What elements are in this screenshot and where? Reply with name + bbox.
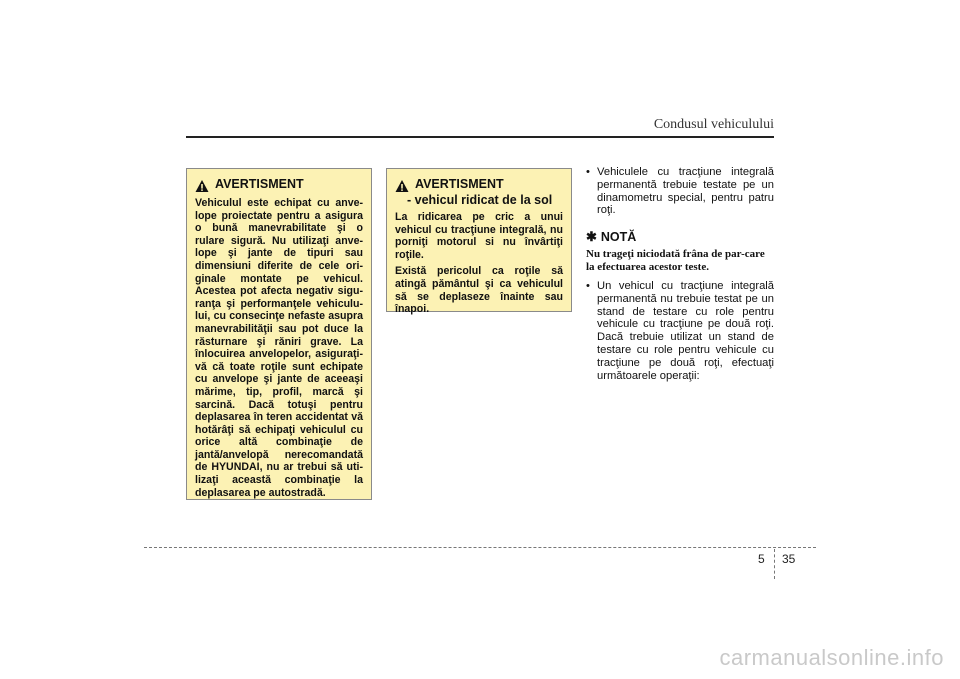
warning-header bbox=[195, 178, 363, 193]
warning-text-1: La ridicarea pe cric a unui vehicul cu tracţiune integrală, nu porniţi motorul si nu învârtiţi roţile. bbox=[395, 211, 563, 261]
warning-text: Vehiculul este echipat cu anve-lope proiectate pentru a asigura o bună manevrabilitate şi o rulare sigură. Nu utilizaţi anve-lope şi jante de tipuri sau dimensiuni diferite de cele ori-ginale montate pe vehicul. Acestea pot afecta negativ sigu-ranţa şi performanţele vehiculu-lui, cu consecinţe nefaste asupra manevrabilităţii sau pot duce la răsturnare şi răniri grave. La înlocuirea anvelopelor, asiguraţi-vă că toate roţile sunt echipate cu anvelope şi jante de aceeaşi mărime, tip, profil, marcă şi sarcină. Dacă totuşi pentru deplasarea în teren accidentat vă hotărâţi să echipaţi vehiculul cu orice altă combinaţie de jantă/anvelopă nerecomandată de HYUNDAI, nu ar trebui să uti-lizaţi această combinaţie la deplasarea pe autostradă. bbox=[195, 197, 363, 499]
header-title: Condusul vehiculului bbox=[653, 117, 774, 132]
page-number: 35 bbox=[782, 552, 796, 566]
note-header bbox=[586, 231, 774, 244]
warning-title: AVERTISMENT bbox=[415, 177, 504, 191]
warning-triangle-icon bbox=[395, 179, 409, 193]
warning-box-lifted-vehicle bbox=[386, 168, 572, 316]
chapter-number: 5 bbox=[758, 552, 765, 566]
footer-divider bbox=[774, 549, 775, 579]
warning-header bbox=[395, 178, 563, 193]
warning-text-2: Există pericolul ca roţile să atingă pământul şi ca vehiculul să se deplaseze înainte sau înapoi. bbox=[395, 265, 563, 316]
note-title: NOTĂ bbox=[600, 230, 637, 245]
watermark: carmanualsonline.info bbox=[719, 645, 944, 670]
bullet-text: Vehiculele cu tracţiune integrală permanentă trebuie testate pe un dinamometru special, pentru patru roţi. bbox=[597, 166, 774, 217]
right-column bbox=[586, 166, 774, 382]
list-item bbox=[586, 280, 774, 382]
bullet-text: Un vehicul cu tracţiune integrală permanentă nu trebuie testat pe un stand de testare cu role pentru vehicule cu tracţiune pe două roţi. Dacă trebuie utilizat un stand de testare cu role pentru vehicule cu tracţiune pe două roţi, efectuaţi următoarele operaţii: bbox=[597, 279, 774, 382]
warning-box-tires bbox=[186, 168, 372, 500]
note-star-icon: ✱ bbox=[586, 229, 597, 245]
warning-subtitle: - vehicul ridicat de la sol bbox=[407, 193, 553, 207]
bullet-dot-icon: • bbox=[586, 166, 590, 178]
list-item bbox=[586, 166, 774, 217]
note-text: Nu trageţi niciodată frâna de par-care la efectuarea acestor teste. bbox=[586, 247, 765, 273]
header-rule bbox=[186, 136, 774, 138]
bullet-dot-icon: • bbox=[586, 279, 590, 292]
warning-title: AVERTISMENT bbox=[215, 177, 304, 191]
warning-triangle-icon bbox=[195, 179, 209, 193]
footer-rule bbox=[144, 547, 816, 548]
